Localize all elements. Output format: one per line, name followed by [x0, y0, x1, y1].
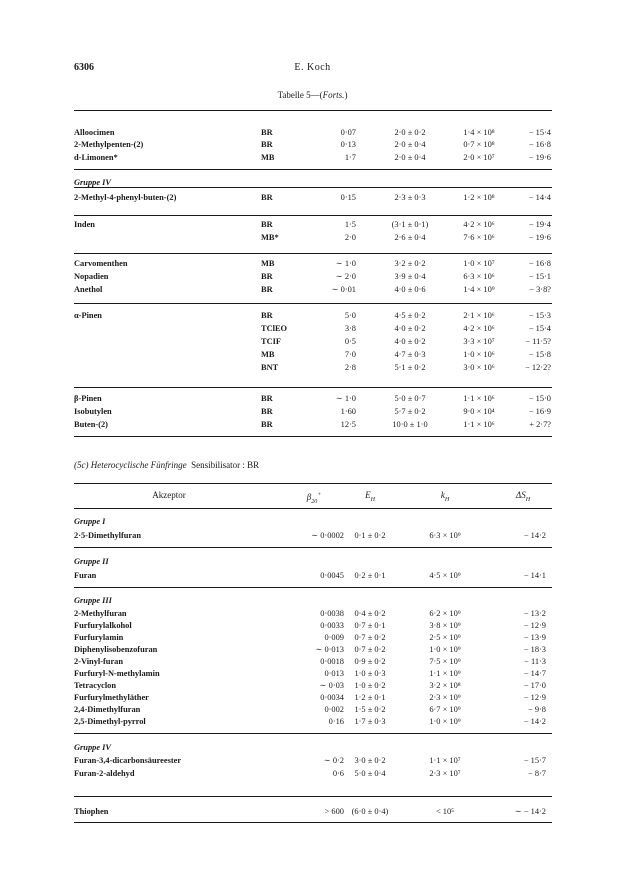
beta-cell: 0·0045 [320, 571, 344, 580]
table-title-italic: Forts. [322, 90, 345, 100]
acceptor-name: Tetracyclon [74, 681, 117, 690]
energy-cell: 2·3 ± 0·3 [394, 193, 426, 202]
entropy-cell: − 13·2 [523, 609, 546, 618]
table-rule [74, 215, 552, 216]
beta-cell: 0·0033 [320, 621, 344, 630]
beta-cell: 12·5 [340, 420, 356, 429]
energy-cell: 4·0 ± 0·2 [394, 324, 426, 333]
table-row [0, 644, 625, 655]
beta-cell: 7·0 [344, 350, 356, 359]
sensitizer-cell: MB [261, 350, 275, 359]
beta-cell: ∼ 1·0 [335, 259, 356, 268]
col-header-e-sym: E [365, 490, 371, 500]
sensitizer-cell: TClEO [261, 324, 288, 333]
acceptor-name: 2-Methyl-4-phenyl-buten-(2) [74, 193, 177, 202]
beta-cell: ∼ 0·03 [319, 681, 344, 690]
col-header-s-sub: H [525, 496, 531, 503]
table-rule [74, 733, 552, 734]
rate-cell: 6·7 × 10⁹ [429, 705, 461, 714]
rate-cell: 1·0 × 10⁷ [463, 259, 495, 268]
energy-cell: 0·9 ± 0·2 [354, 657, 386, 666]
entropy-cell: − 19·4 [528, 220, 551, 229]
table-row [0, 258, 625, 269]
acceptor-name: Furfurylalkohol [74, 621, 132, 630]
beta-cell: 0·6 [332, 769, 344, 778]
table-row [0, 406, 625, 417]
group-heading [0, 595, 625, 606]
beta-cell: 0·07 [340, 128, 356, 137]
entropy-cell: − 12·9 [523, 693, 546, 702]
table-title [0, 90, 625, 100]
rate-cell: 7·5 × 10⁹ [429, 657, 461, 666]
beta-cell: ∼ 0·01 [331, 285, 356, 294]
table-row [0, 284, 625, 295]
table-row [0, 620, 625, 631]
sensitizer-cell: BR [261, 128, 273, 137]
energy-cell: (6·0 ± 0·4) [351, 807, 389, 816]
energy-cell: 0·2 ± 0·1 [354, 571, 386, 580]
acceptor-name: Furan-3,4-dicarbonsäureester [74, 756, 182, 765]
rate-cell: 2·0 × 10⁷ [463, 153, 495, 162]
rate-cell: 3·0 × 10⁶ [463, 363, 495, 372]
sensitizer-cell: MB [261, 259, 275, 268]
table-row [0, 152, 625, 163]
energy-cell: 3·0 ± 0·2 [354, 756, 386, 765]
beta-cell: ∼ 0·013 [315, 645, 344, 654]
sensitizer-cell: BR [261, 394, 273, 403]
rate-cell: 1·0 × 10⁶ [463, 350, 495, 359]
page-number: 6306 [74, 62, 94, 73]
energy-cell: 0·7 ± 0·1 [354, 621, 386, 630]
rate-cell: 1·0 × 10⁹ [429, 645, 461, 654]
group-label: Gruppe IV [74, 743, 111, 752]
rate-cell: 1·4 × 10⁹ [463, 285, 495, 294]
entropy-cell: − 15·4 [528, 128, 551, 137]
rate-cell: 6·3 × 10⁹ [429, 531, 461, 540]
rate-cell: 2·1 × 10⁶ [463, 311, 495, 320]
group-label: Gruppe II [74, 557, 109, 566]
table-row [0, 755, 625, 766]
rate-cell: 6·2 × 10⁹ [429, 609, 461, 618]
group-heading [0, 742, 625, 753]
group-heading [0, 177, 625, 188]
entropy-cell: − 15·7 [523, 756, 546, 765]
col-header-e [330, 489, 410, 506]
beta-cell: 0·013 [324, 669, 344, 678]
acceptor-name: Anethol [74, 285, 103, 294]
energy-cell: (3·1 ± 0·1) [391, 220, 429, 229]
table-rule [74, 110, 552, 111]
table-row [0, 530, 625, 541]
table-row [0, 362, 625, 373]
energy-cell: 1·0 ± 0·2 [354, 681, 386, 690]
entropy-cell: ∼ − 14·2 [514, 807, 546, 816]
table-row [0, 232, 625, 243]
beta-cell: ∼ 0·2 [323, 756, 344, 765]
col-header-s [495, 489, 551, 506]
group-label: Gruppe III [74, 596, 112, 605]
energy-cell: 3·2 ± 0·2 [394, 259, 426, 268]
col-header-beta-sym: β [306, 492, 312, 502]
rate-cell: 1·4 × 10⁸ [463, 128, 495, 137]
entropy-cell: − 11·5? [525, 337, 551, 346]
rate-cell: 0·7 × 10⁸ [463, 140, 495, 149]
energy-cell: 2·0 ± 0·4 [394, 153, 426, 162]
sensitizer-cell: BR [261, 407, 273, 416]
sensitizer-cell: BNT [261, 363, 279, 372]
energy-cell: 4·7 ± 0·3 [394, 350, 426, 359]
sensitizer-cell: BR [261, 285, 273, 294]
energy-cell: 2·6 ± 0·4 [394, 233, 426, 242]
sensitizer-cell: BR [261, 420, 273, 429]
col-header-beta-sub: 20 [311, 498, 318, 505]
energy-cell: 0·7 ± 0·2 [354, 633, 386, 642]
acceptor-name: Furfurylmethyläther [74, 693, 149, 702]
table-rule [74, 587, 552, 588]
entropy-cell: − 15·8 [528, 350, 551, 359]
sensitizer-cell: BR [261, 311, 273, 320]
rate-cell: 3·8 × 10⁹ [429, 621, 461, 630]
rate-cell: 2·5 × 10⁹ [429, 633, 461, 642]
rate-cell: 9·0 × 10⁴ [463, 407, 495, 416]
table-row [0, 310, 625, 321]
entropy-cell: − 13·9 [523, 633, 546, 642]
acceptor-name: Nopadien [74, 272, 109, 281]
rate-cell: 4·2 × 10⁶ [463, 220, 495, 229]
table-title-main: Tabelle 5—( [277, 90, 323, 100]
energy-cell: 0·4 ± 0·2 [354, 609, 386, 618]
energy-cell: 1·7 ± 0·3 [354, 717, 386, 726]
acceptor-name: β-Pinen [74, 394, 102, 403]
beta-cell: 0·5 [344, 337, 356, 346]
table-row [0, 570, 625, 581]
table-rule [74, 796, 552, 797]
rate-cell: 1·1 × 10⁹ [429, 669, 461, 678]
energy-cell: 4·0 ± 0·6 [394, 285, 426, 294]
table-row [0, 192, 625, 203]
entropy-cell: − 16·8 [528, 140, 551, 149]
section-heading [74, 460, 259, 470]
energy-cell: 5·0 ± 0·7 [394, 394, 426, 403]
rate-cell: 2·3 × 10⁷ [429, 769, 461, 778]
acceptor-name: d-Limonen* [74, 153, 118, 162]
sensitizer-cell: BR [261, 193, 273, 202]
beta-cell: > 600 [324, 807, 344, 816]
acceptor-name: 2·5-Dimethylfuran [74, 531, 141, 540]
entropy-cell: − 18·3 [523, 645, 546, 654]
entropy-cell: − 3·8? [529, 285, 551, 294]
entropy-cell: − 15·1 [528, 272, 551, 281]
energy-cell: 5·7 ± 0·2 [394, 407, 426, 416]
table-rule [74, 547, 552, 548]
acceptor-name: 2-Methylpenten-(2) [74, 140, 144, 149]
rate-cell: 6·3 × 10⁶ [463, 272, 495, 281]
beta-cell: 1·5 [344, 220, 356, 229]
table-row [0, 704, 625, 715]
acceptor-name: Furan-2-aldehyd [74, 769, 135, 778]
entropy-cell: − 16·9 [528, 407, 551, 416]
entropy-cell: + 2·7? [529, 420, 551, 429]
rate-cell: 2·3 × 10⁹ [429, 693, 461, 702]
entropy-cell: − 9·8 [528, 705, 546, 714]
beta-cell: ∼ 1·0 [335, 394, 356, 403]
table-row [0, 219, 625, 230]
table-row [0, 716, 625, 727]
entropy-cell: − 19·6 [528, 233, 551, 242]
acceptor-name: α-Pinen [74, 311, 102, 320]
rate-cell: < 10⁵ [435, 807, 455, 816]
acceptor-name: Thiophen [74, 807, 109, 816]
beta-cell: 2·0 [344, 233, 356, 242]
rate-cell: 3·2 × 10⁸ [429, 681, 461, 690]
table-rule [74, 436, 552, 437]
entropy-cell: − 15·0 [528, 394, 551, 403]
beta-cell: 0·002 [324, 705, 344, 714]
table-rule [74, 169, 552, 170]
rate-cell: 1·0 × 10⁹ [429, 717, 461, 726]
sensitizer-cell: MB* [261, 233, 279, 242]
sensitizer-cell: MB [261, 153, 275, 162]
table-title-end: ) [344, 90, 348, 100]
beta-cell: 5·0 [344, 311, 356, 320]
acceptor-name: Inden [74, 220, 95, 229]
table-row [0, 349, 625, 360]
energy-cell: 5·0 ± 0·4 [354, 769, 386, 778]
entropy-cell: − 12·2? [525, 363, 551, 372]
acceptor-name: Isobutylen [74, 407, 112, 416]
group-heading [0, 516, 625, 527]
table-row [0, 806, 625, 817]
rate-cell: 7·6 × 10⁶ [463, 233, 495, 242]
table-row [0, 271, 625, 282]
acceptor-name: 2,4-Dimethylfuran [74, 705, 141, 714]
acceptor-name: Carvomenthen [74, 259, 128, 268]
beta-cell: 1·60 [340, 407, 356, 416]
entropy-cell: − 16·8 [528, 259, 551, 268]
table-row [0, 419, 625, 430]
entropy-cell: − 11·3 [524, 657, 546, 666]
rate-cell: 1·1 × 10⁷ [429, 756, 461, 765]
beta-cell: 0·13 [340, 140, 356, 149]
acceptor-name: 2-Vinyl-furan [74, 657, 124, 666]
sensitizer-cell: BR [261, 272, 273, 281]
table2-header [0, 489, 625, 505]
table-row [0, 336, 625, 347]
entropy-cell: − 15·3 [528, 311, 551, 320]
energy-cell: 2·0 ± 0·4 [394, 140, 426, 149]
acceptor-name: Furfurylamin [74, 633, 124, 642]
group-heading [0, 556, 625, 567]
beta-cell: 0·009 [324, 633, 344, 642]
acceptor-name: Buten-(2) [74, 420, 108, 429]
table-row [0, 632, 625, 643]
energy-cell: 1·5 ± 0·2 [354, 705, 386, 714]
col-header-k [405, 489, 485, 506]
rate-cell: 4·2 × 10⁶ [463, 324, 495, 333]
table2-top-rule [74, 483, 552, 484]
col-header-s-sym: ΔS [515, 490, 526, 500]
group-label: Gruppe I [74, 517, 106, 526]
energy-cell: 0·1 ± 0·2 [354, 531, 386, 540]
table-row [0, 768, 625, 779]
running-head: E. Koch [294, 62, 331, 73]
entropy-cell: − 17·0 [523, 681, 546, 690]
entropy-cell: − 14·1 [523, 571, 546, 580]
energy-cell: 0·7 ± 0·2 [354, 645, 386, 654]
energy-cell: 1·2 ± 0·1 [354, 693, 386, 702]
table-row [0, 323, 625, 334]
energy-cell: 1·0 ± 0·3 [354, 669, 386, 678]
acceptor-name: 2,5-Dimethyl-pyrrol [74, 717, 146, 726]
col-header-beta-sup: + [317, 492, 322, 498]
acceptor-name: Furfuryl-N-methylamin [74, 669, 160, 678]
entropy-cell: − 15·4 [528, 324, 551, 333]
table-row [0, 668, 625, 679]
acceptor-name: Diphenylisobenzofuran [74, 645, 158, 654]
table-rule [74, 303, 552, 304]
col-header-e-sub: H [370, 496, 375, 503]
rate-cell: 3·3 × 10⁷ [463, 337, 495, 346]
energy-cell: 10·0 ± 1·0 [392, 420, 428, 429]
col-header-akzeptor: Akzeptor [152, 490, 186, 500]
beta-cell: 2·8 [344, 363, 356, 372]
sensitizer-cell: BR [261, 220, 273, 229]
beta-cell: ∼ 0·0002 [311, 531, 344, 540]
table-rule [74, 387, 552, 388]
entropy-cell: − 19·6 [528, 153, 551, 162]
acceptor-name: 2-Methylfuran [74, 609, 127, 618]
beta-cell: 0·0018 [320, 657, 344, 666]
section-label: (5c) Heterocyclische Fünfringe [74, 460, 187, 470]
table-rule [74, 253, 552, 254]
energy-cell: 2·0 ± 0·2 [394, 128, 426, 137]
table-row [0, 127, 625, 138]
rate-cell: 4·5 × 10⁹ [429, 571, 461, 580]
table-row [0, 692, 625, 703]
energy-cell: 5·1 ± 0·2 [394, 363, 426, 372]
acceptor-name: Furan [74, 571, 97, 580]
entropy-cell: − 14·7 [523, 669, 546, 678]
beta-cell: 1·7 [344, 153, 356, 162]
beta-cell: 0·0034 [320, 693, 344, 702]
entropy-cell: − 14·4 [528, 193, 551, 202]
entropy-cell: − 14·2 [523, 717, 546, 726]
table-rule [74, 822, 552, 823]
table-row [0, 393, 625, 404]
rate-cell: 1·1 × 10⁶ [463, 420, 495, 429]
col-header-k-sym: k [440, 490, 445, 500]
entropy-cell: − 12·9 [523, 621, 546, 630]
sensitizer-cell: BR [261, 140, 273, 149]
rate-cell: 1·2 × 10⁸ [463, 193, 495, 202]
rate-cell: 1·1 × 10⁶ [463, 394, 495, 403]
energy-cell: 3·9 ± 0·4 [394, 272, 426, 281]
energy-cell: 4·5 ± 0·2 [394, 311, 426, 320]
table-row [0, 608, 625, 619]
beta-cell: 0·15 [340, 193, 356, 202]
table-row [0, 680, 625, 691]
section-sensitizer: Sensibilisator : BR [191, 460, 260, 470]
group-label: Gruppe IV [74, 178, 111, 187]
entropy-cell: − 8·7 [528, 769, 546, 778]
table-row [0, 656, 625, 667]
sensitizer-cell: TCIF [261, 337, 282, 346]
entropy-cell: − 14·2 [523, 531, 546, 540]
table-row [0, 139, 625, 150]
col-header-k-sub: H [444, 496, 450, 503]
acceptor-name: Alloocimen [74, 128, 115, 137]
table2-header-rule [74, 508, 552, 509]
beta-cell: 0·0038 [320, 609, 344, 618]
energy-cell: 4·0 ± 0·2 [394, 337, 426, 346]
beta-cell: 3·8 [344, 324, 356, 333]
beta-cell: ∼ 2·0 [335, 272, 356, 281]
beta-cell: 0·16 [328, 717, 344, 726]
